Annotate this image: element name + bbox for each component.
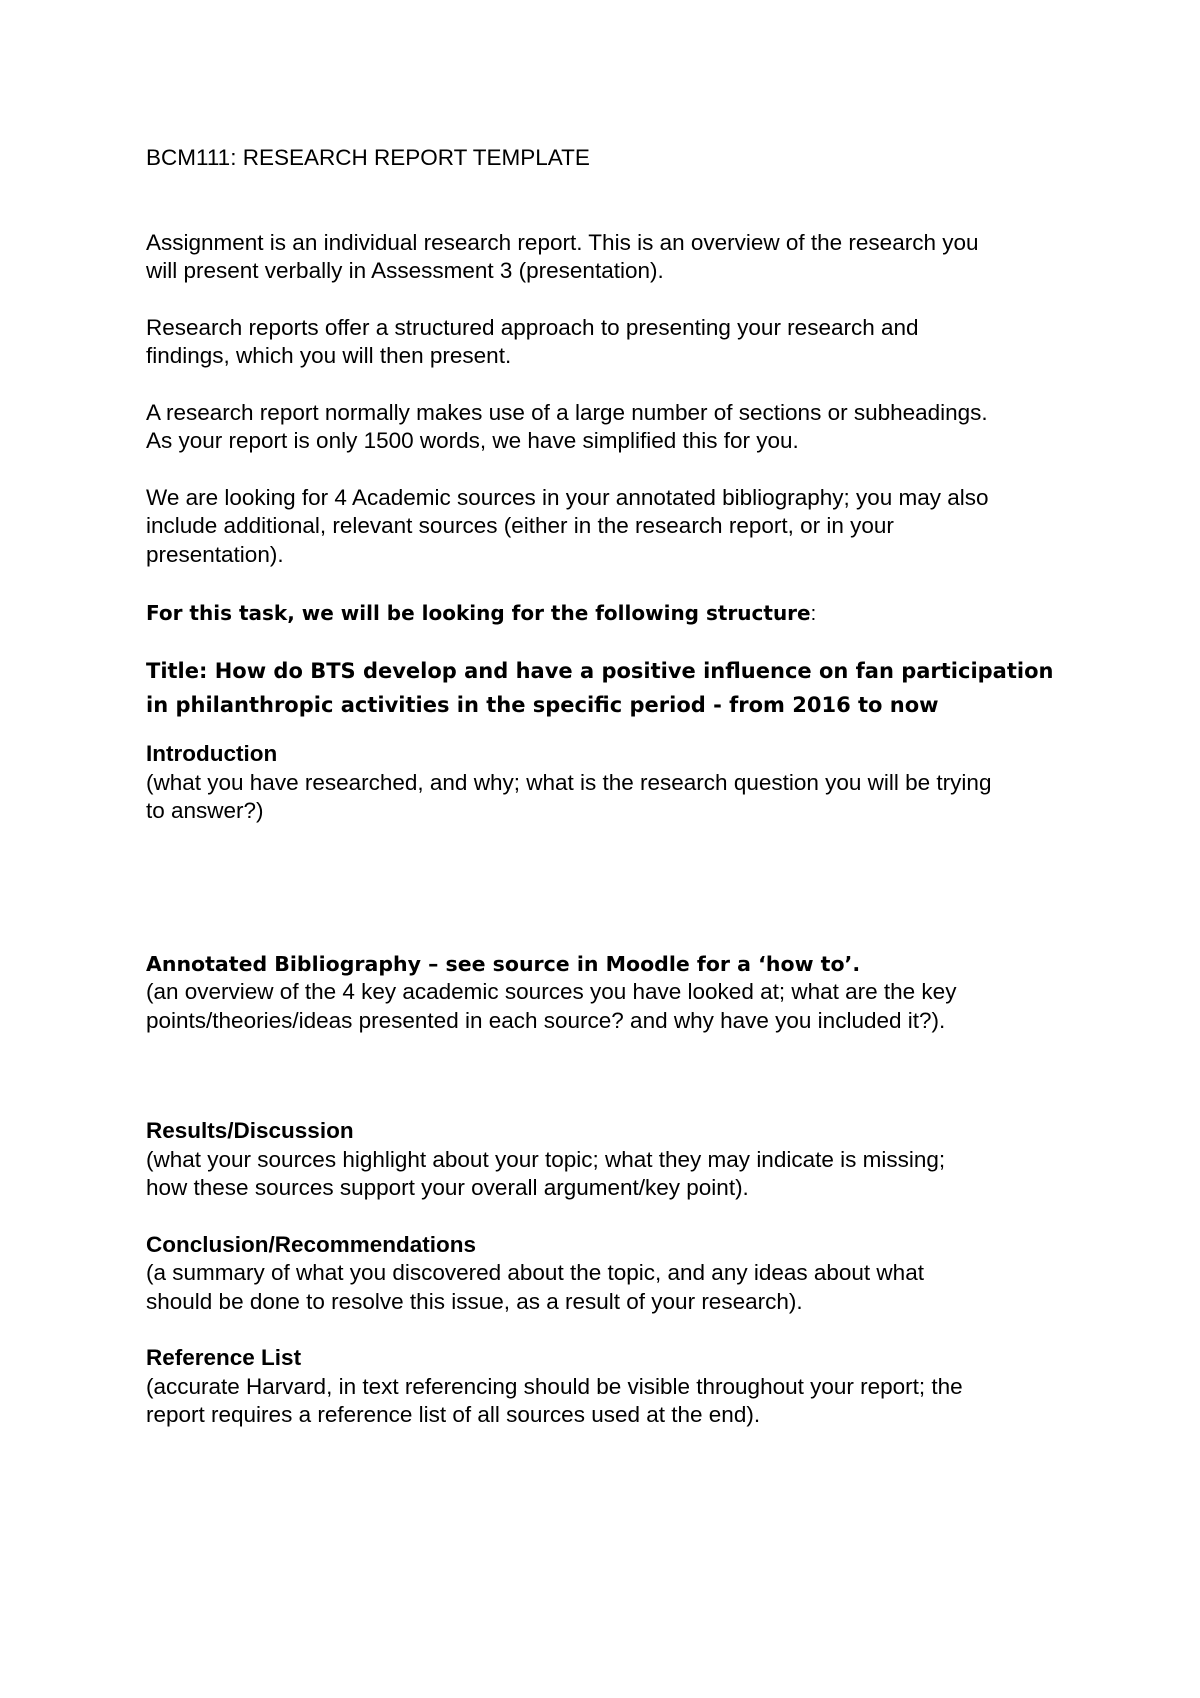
section-introduction — [146, 740, 1076, 826]
paragraph-sections — [146, 399, 1076, 456]
section-description-line: (a summary of what you discovered about the topic, and any ideas about what — [146, 1260, 924, 1285]
paragraph-sources — [146, 484, 1076, 570]
document-content — [146, 144, 1076, 1458]
paragraph-line: will present verbally in Assessment 3 (presentation). — [146, 258, 664, 283]
section-heading: Annotated Bibliography – see source in Moodle for a ‘how to’. — [146, 951, 861, 976]
structure-heading-colon: : — [810, 603, 817, 625]
paragraph-research-reports — [146, 314, 1076, 371]
section-description-line: report requires a reference list of all sources used at the end). — [146, 1402, 761, 1427]
structure-heading — [146, 599, 1076, 628]
section-description-line: (an overview of the 4 key academic sources you have looked at; what are the key — [146, 979, 957, 1004]
section-description — [146, 1146, 1076, 1203]
paragraph-line: include additional, relevant sources (either in the research report, or in your — [146, 513, 894, 538]
report-title-line: Title: How do BTS develop and have a positive influence on fan participation — [146, 659, 1054, 683]
document-title: BCM111: RESEARCH REPORT TEMPLATE — [146, 145, 590, 170]
section-heading: Conclusion/Recommendations — [146, 1231, 477, 1257]
section-description-line: how these sources support your overall argument/key point). — [146, 1175, 749, 1200]
report-title-line: in philanthropic activities in the specific period - from 2016 to now — [146, 693, 939, 717]
section-description-line: to answer?) — [146, 798, 264, 823]
section-heading: Results/Discussion — [146, 1118, 354, 1143]
paragraph-line: A research report normally makes use of a large number of sections or subheadings. — [146, 399, 988, 425]
paragraph-line: findings, which you will then present. — [146, 343, 512, 368]
section-description-line: should be done to resolve this issue, as a result of your research). — [146, 1288, 803, 1314]
paragraph-line: As your report is only 1500 words, we have simplified this for you. — [146, 428, 799, 453]
paragraph-line: Research reports offer a structured approach to presenting your research and — [146, 314, 919, 340]
paragraph-line: Assignment is an individual research report. This is an overview of the research you — [146, 229, 979, 255]
structure-heading-text: For this task, we will be looking for the following structure — [146, 601, 811, 625]
paragraph-assignment — [146, 229, 1076, 286]
section-conclusion — [146, 1231, 1076, 1317]
section-description-line: points/theories/ideas presented in each source? and why have you included it?). — [146, 1007, 946, 1033]
section-description — [146, 1259, 1076, 1316]
section-results-discussion — [146, 1117, 1076, 1203]
section-description-line: (what your sources highlight about your topic; what they may indicate is missing; — [146, 1146, 946, 1172]
report-title — [146, 654, 1076, 722]
section-description-line: (accurate Harvard, in text referencing should be visible throughout your report; the — [146, 1373, 963, 1399]
section-description — [146, 769, 1076, 826]
section-heading: Introduction — [146, 741, 278, 766]
section-annotated-bibliography — [146, 950, 1076, 1036]
section-heading: Reference List — [146, 1345, 302, 1370]
section-reference-list — [146, 1344, 1076, 1430]
section-description-line: (what you have researched, and why; what is the research question you will be trying — [146, 769, 992, 795]
paragraph-line: We are looking for 4 Academic sources in your annotated bibliography; you may also — [146, 484, 989, 510]
section-description — [146, 978, 1076, 1035]
paragraph-line: presentation). — [146, 541, 284, 567]
section-description — [146, 1373, 1076, 1430]
